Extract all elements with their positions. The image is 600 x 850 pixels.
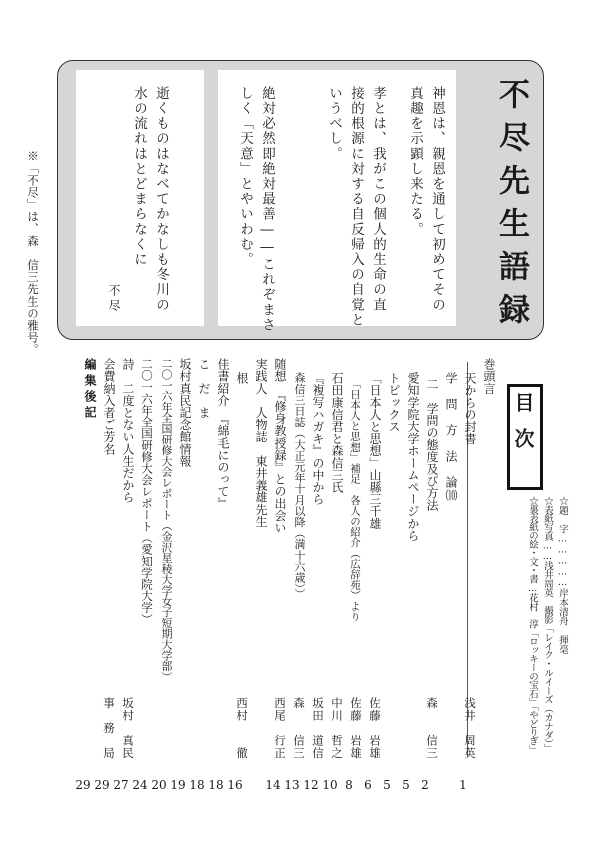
toc-entry: 天からの封書 (463, 372, 477, 445)
garyu-note: ※「不尽」は、森 信三先生の雅号。 (26, 150, 40, 356)
toc-author: 西村 徹 (235, 697, 249, 760)
signature: 不尽 (107, 284, 121, 314)
page-number: 19 (170, 778, 186, 792)
page-number: 14 (265, 778, 281, 792)
toc-entry: 詩 二度とない人生だから (121, 358, 135, 504)
toc-author: 森 信三 (425, 697, 439, 760)
toc-entry: 巻頭言 (482, 358, 496, 395)
toc-author: 事 務 局 (102, 697, 116, 760)
saying-line: 神恩は、親恩を通して初めてその (429, 86, 445, 313)
toc-entry: トピックス (387, 372, 401, 433)
page-number: 5 (402, 778, 410, 792)
saying-line: しく「天意」とやいわむ。 (237, 86, 253, 268)
page-number: 12 (303, 778, 319, 792)
toc-entry: 佳書紹介 『綿毛にのって』 (216, 358, 230, 510)
saying-line: 接的根源に対する自反帰入の自覚と (348, 86, 364, 328)
toc-author: 森 信三 (292, 697, 306, 760)
page-number: 24 (132, 778, 148, 792)
poem-line: 逝くものはなべてかなしも冬川の (153, 86, 169, 313)
toc-author: 佐藤 岩雄 (368, 697, 382, 760)
toc-entry: 会費納入者ご芳名 (102, 358, 116, 455)
toc-author: 坂田 道信 (311, 697, 325, 760)
saying-line: 真趣を示顕し来たる。 (407, 86, 423, 237)
toc-author: 中川 哲之 (330, 697, 344, 760)
toc-entry: 実践人 人物誌 東井義雄先生 (254, 358, 268, 528)
page-number: 27 (113, 778, 129, 792)
toc-author: 坂村 真民 (121, 697, 135, 760)
saying-line: いうべし。 (326, 86, 342, 162)
page-number: 18 (189, 778, 205, 792)
poem-line: 水の流れはとどまらなくに (131, 86, 147, 268)
toc-entry: 二〇一六年全国研修大会レポート（愛知学院大学） (140, 358, 154, 625)
page-number: 5 (383, 778, 391, 792)
toc-author: 西尾 行正 (273, 697, 287, 760)
toc-entry: 編集後記 (83, 358, 97, 422)
toc-entry: 随想 『修身教授録』との出会い (273, 358, 287, 534)
credit-line: ☆裏表紙の絵・文・書…花村 淳「ロッキーの宝石」「やどりぎ」 (527, 496, 538, 754)
toc-entry: 「日本人と思想」山縣三千雄 (368, 372, 382, 530)
page-number: 20 (151, 778, 167, 792)
page-title: 不尽先生語録 (493, 78, 529, 336)
toc-author: 浅井 周英 (463, 697, 477, 760)
page-number: 29 (94, 778, 110, 792)
saying-line: 絶対必然即絶対最善――これぞまさ (259, 86, 275, 333)
page-number: 18 (208, 778, 224, 792)
page-number: 2 (421, 778, 429, 792)
toc-entry: 「日本人と思想」補足 各人の紹介（広辞苑）より (349, 378, 361, 622)
credit-line: ☆表紙写真……浅井周英 撮影「レイク・ルイーズ（カナダ）」 (542, 496, 553, 753)
toc-entry: 坂村真民記念館情報 (178, 358, 192, 467)
toc-entry: 学 問 方 法 論⑽ (444, 372, 458, 502)
page-number: 6 (364, 778, 372, 792)
page-number: 10 (322, 778, 338, 792)
toc-entry: 石田康信君と森信三氏 (330, 372, 344, 493)
toc-entry: 二〇一六年全国研修大会レポート（金沢星稜大学女子短期大学部） (160, 358, 173, 683)
toc-entry: 二 学問の態度及び方法 (425, 378, 439, 512)
toc-heading: 目次 (511, 392, 535, 464)
toc-entry: 根 (235, 372, 249, 385)
toc-author: 佐藤 岩雄 (349, 697, 363, 760)
credit-line: ☆題 字……………岸本清舟 揮毫 (557, 496, 568, 654)
saying-line: 孝とは、我がこの個人的生命の直 (370, 86, 386, 313)
page-number: 1 (459, 778, 467, 792)
page-number: 8 (345, 778, 353, 792)
page-number: 13 (284, 778, 300, 792)
page-number: 16 (227, 778, 243, 792)
page-number: 29 (75, 778, 91, 792)
toc-entry: こ だ ま (197, 358, 211, 419)
toc-entry: 『複写ハガキ』の中から (311, 372, 325, 506)
toc-entry: 愛知学院大学ホームページから (406, 372, 420, 542)
toc-entry: 森信三日誌（大正元年十月以降（満十六歳）） (293, 372, 306, 600)
